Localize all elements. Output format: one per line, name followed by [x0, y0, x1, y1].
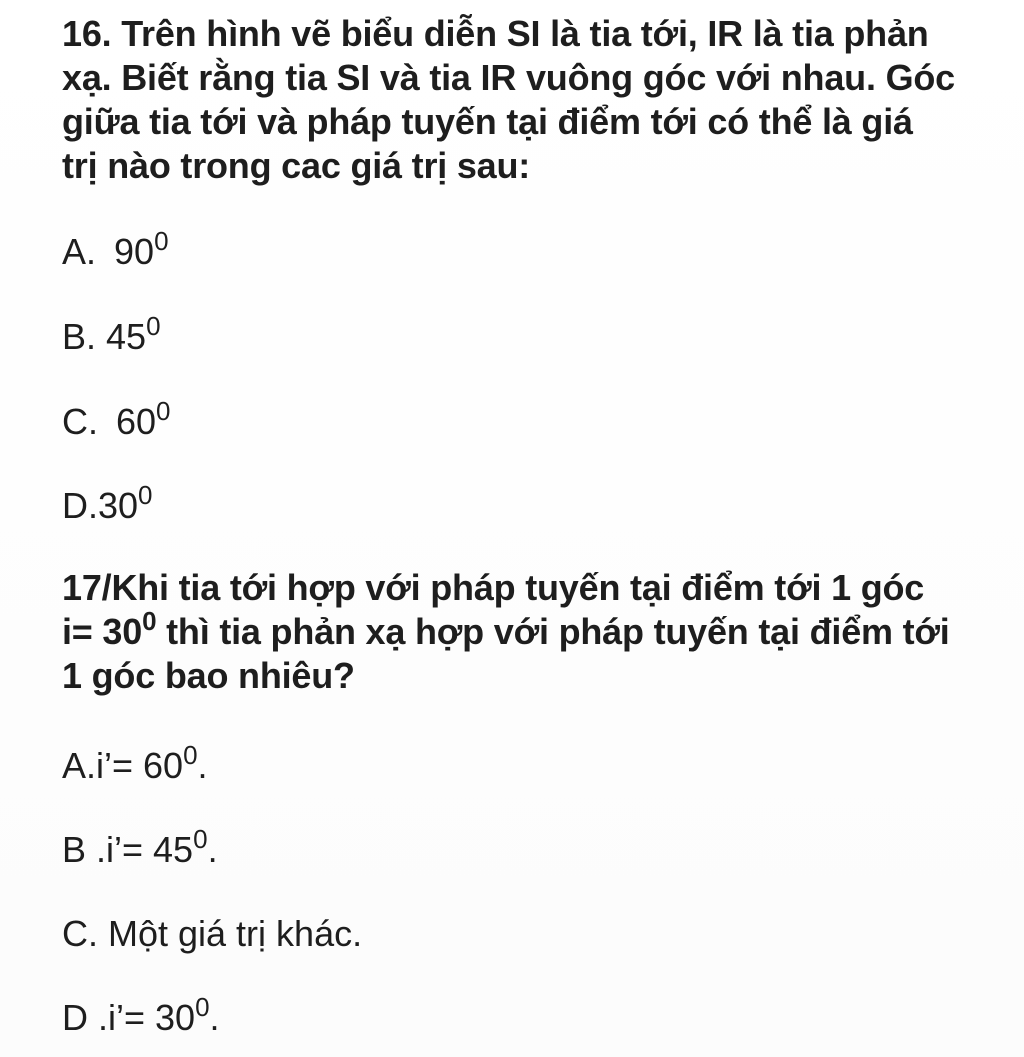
degree-superscript: 0	[142, 606, 157, 636]
degree-superscript: 0	[156, 396, 171, 426]
option-label: C.	[62, 401, 98, 442]
question-16-option-c[interactable]	[62, 396, 171, 444]
option-text: D .i’= 30	[62, 997, 196, 1038]
option-text: A.i’= 60	[62, 745, 184, 786]
question-17-option-c[interactable]	[62, 912, 362, 956]
option-value: 30	[98, 485, 139, 526]
question-17-option-b[interactable]	[62, 824, 218, 872]
option-text: C. Một giá trị khác.	[62, 913, 363, 954]
question-16-line: xạ. Biết rằng tia SI và tia IR vuông góc với nhau. Góc	[62, 57, 955, 98]
question-17-line: 17/Khi tia tới hợp với pháp tuyến tại điểm tới 1 góc	[62, 567, 925, 608]
degree-superscript: 0	[193, 824, 208, 854]
degree-superscript: 0	[154, 226, 169, 256]
question-17-line: 1 góc bao nhiêu?	[62, 655, 355, 696]
option-tail: .	[197, 745, 208, 786]
degree-superscript: 0	[138, 480, 153, 510]
question-16-line: trị nào trong cac giá trị sau:	[62, 145, 531, 186]
question-16-option-d[interactable]	[62, 480, 153, 528]
question-16-option-a[interactable]	[62, 226, 169, 274]
question-17-option-d[interactable]	[62, 992, 220, 1040]
option-value: 45	[106, 316, 147, 357]
degree-superscript: 0	[183, 740, 198, 770]
option-label: D.	[62, 485, 98, 526]
option-tail: .	[209, 997, 220, 1038]
degree-superscript: 0	[195, 992, 210, 1022]
question-17-option-a[interactable]	[62, 740, 208, 788]
option-label: B.	[62, 316, 97, 357]
option-tail: .	[207, 829, 218, 870]
question-17-line-rest: thì tia phản xạ hợp với pháp tuyến tại điểm tới	[156, 611, 950, 652]
question-16-text	[62, 12, 1002, 188]
question-17-angle: i= 30	[62, 611, 143, 652]
question-17-text	[62, 566, 1002, 698]
degree-superscript: 0	[146, 311, 161, 341]
option-label: A.	[62, 231, 97, 272]
option-value: 90	[114, 231, 155, 272]
question-16-line: 16. Trên hình vẽ biểu diễn SI là tia tới, IR là tia phản	[62, 13, 929, 54]
question-17-line	[62, 606, 1002, 654]
question-16-option-b[interactable]	[62, 311, 161, 359]
option-value: 60	[116, 401, 157, 442]
option-text: B .i’= 45	[62, 829, 194, 870]
question-16-line: giữa tia tới và pháp tuyến tại điểm tới có thể là giá	[62, 101, 913, 142]
